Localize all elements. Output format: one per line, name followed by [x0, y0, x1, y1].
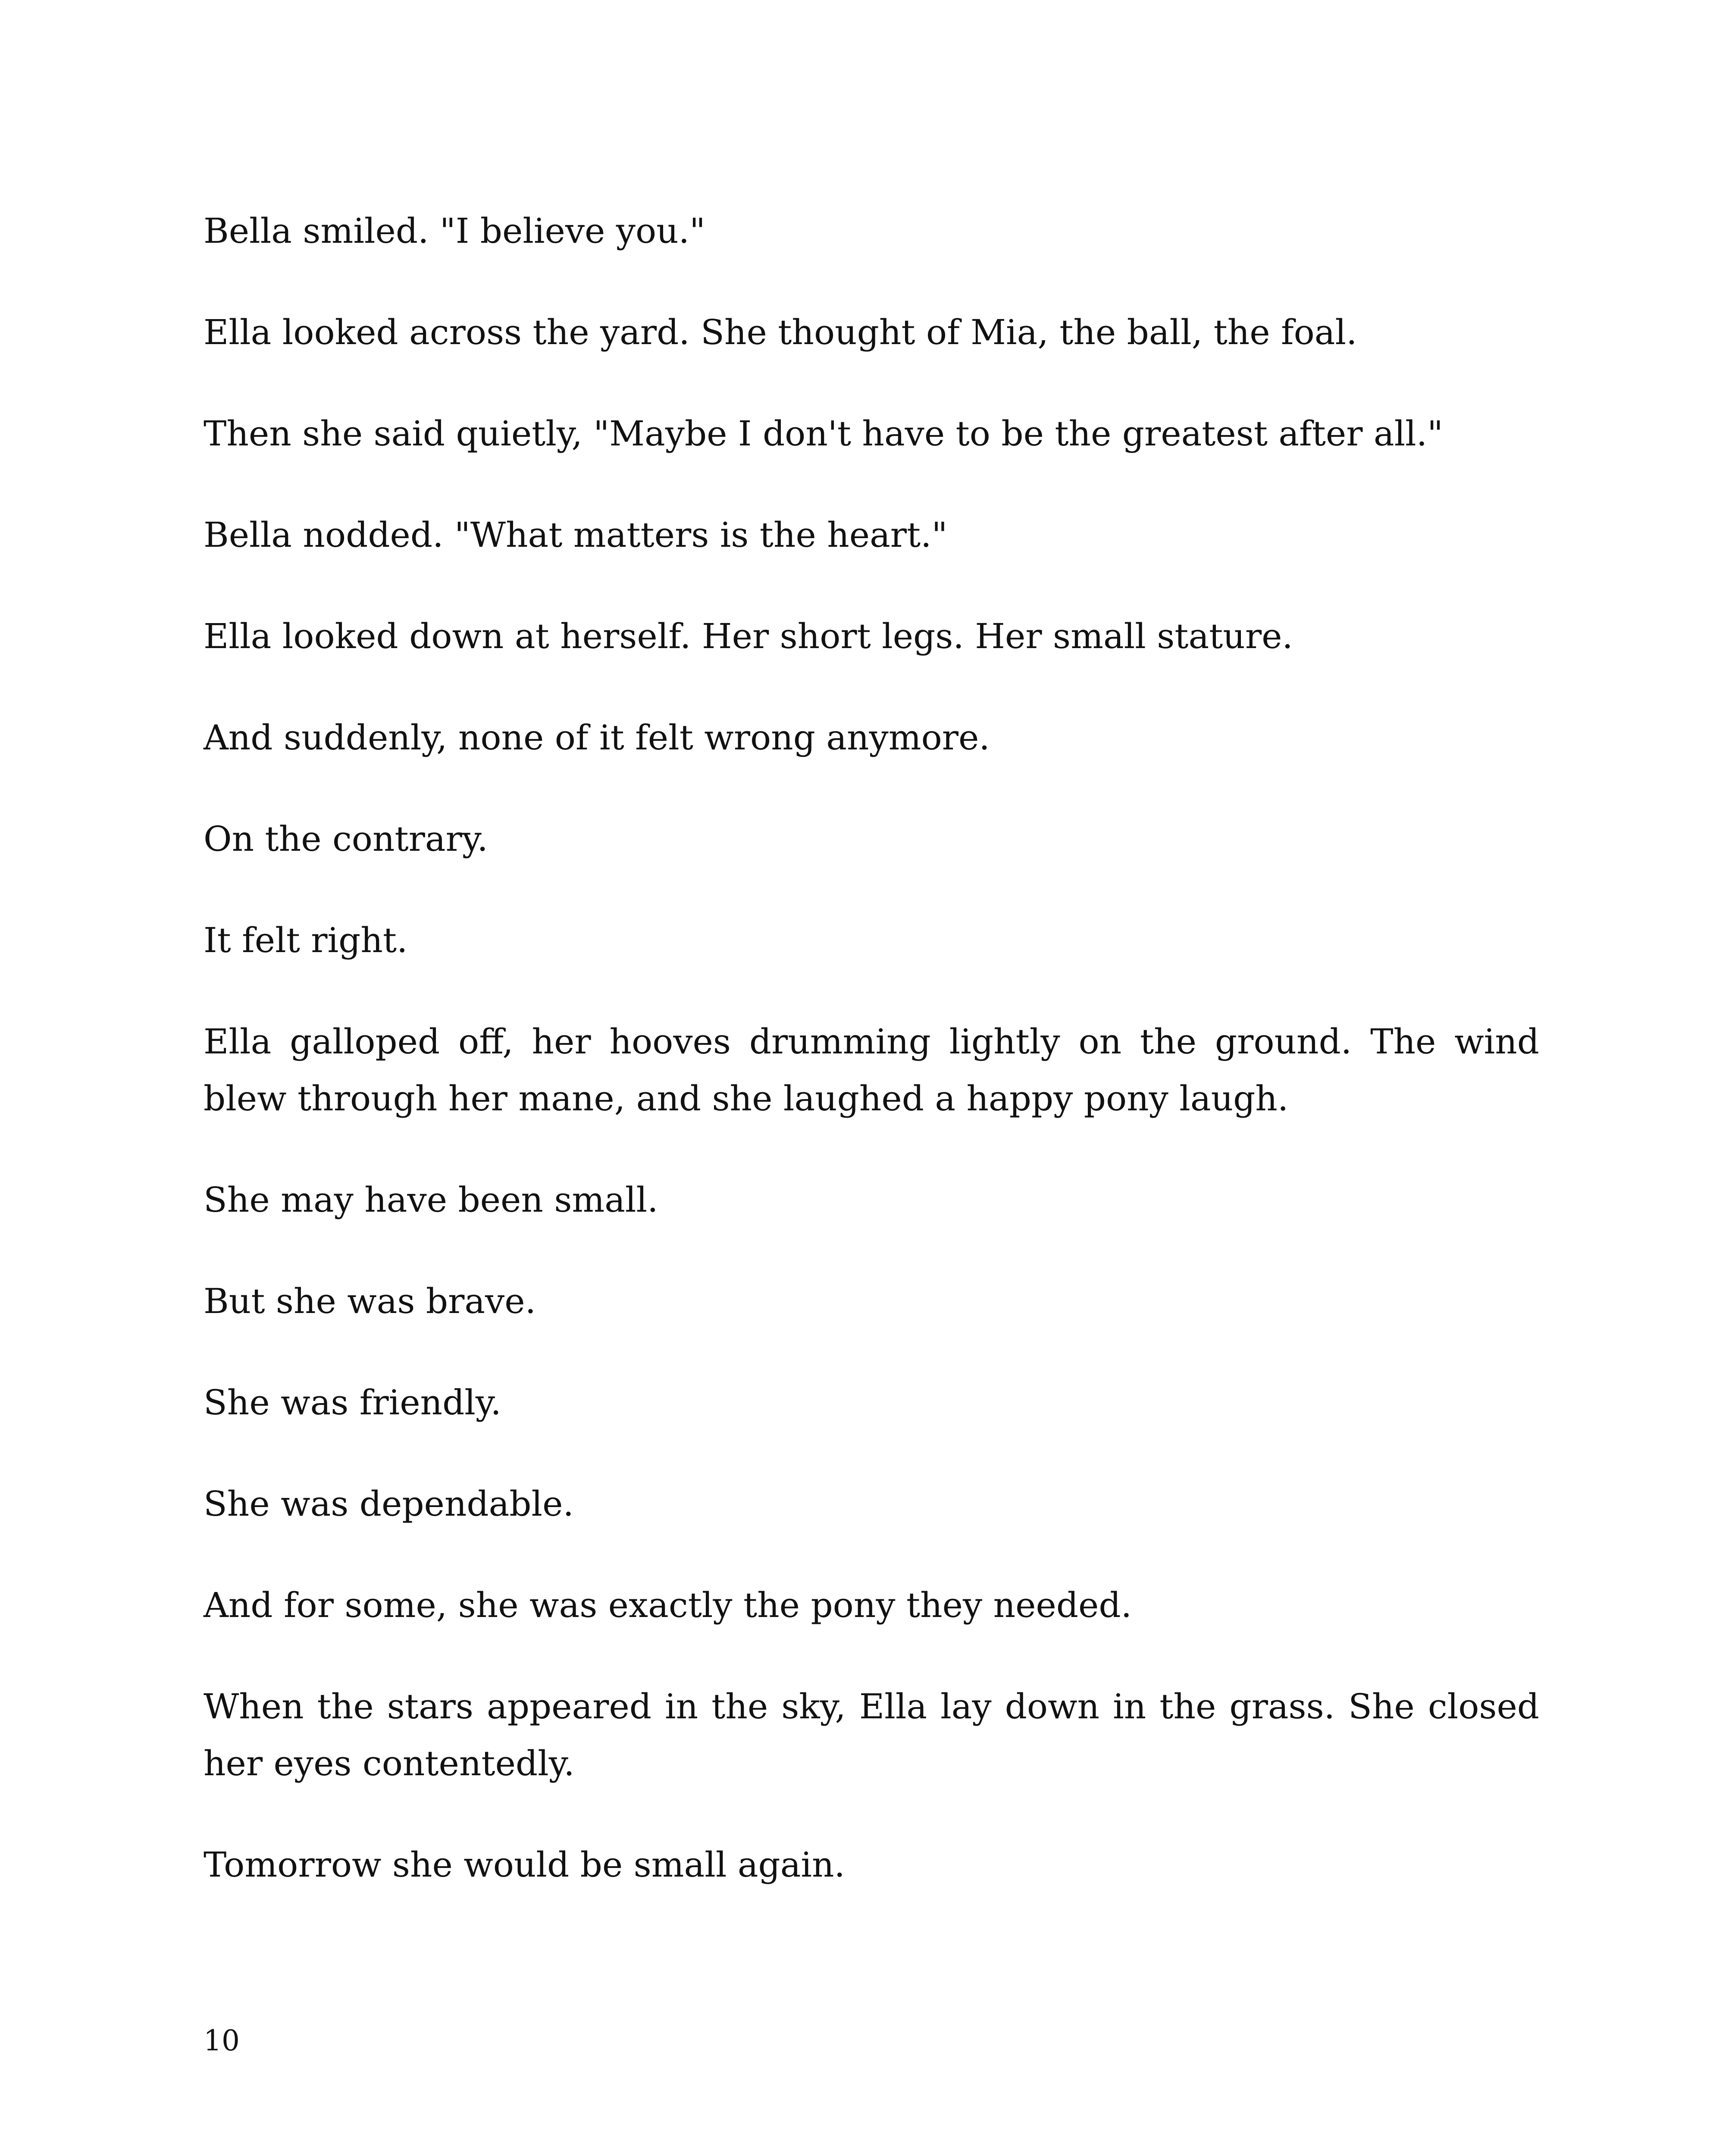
paragraph: Ella looked across the yard. She thought of Mia, the ball, the foal.	[204, 312, 1357, 352]
page-number: 10	[204, 2024, 240, 2057]
paragraph: Ella looked down at herself. Her short legs. Her small stature.	[204, 616, 1293, 656]
paragraph: Ella galloped off, her hooves drumming lightly on the ground. The wind blew through her mane, and she laughed a happy pony laugh.	[204, 1022, 1539, 1119]
paragraph: On the contrary.	[204, 819, 488, 859]
paragraph: Tomorrow she would be small again.	[204, 1845, 845, 1885]
paragraph: But she was brave.	[204, 1281, 536, 1321]
paragraph: Bella nodded. "What matters is the heart."	[204, 515, 948, 555]
paragraph: She may have been small.	[204, 1180, 658, 1220]
paragraph: And suddenly, none of it felt wrong anymore.	[204, 718, 990, 758]
paragraph: Then she said quietly, "Maybe I don't have to be the greatest after all."	[204, 414, 1443, 454]
paragraph: She was friendly.	[204, 1382, 501, 1423]
paragraph: Bella smiled. "I believe you."	[204, 211, 705, 251]
paragraph: She was dependable.	[204, 1484, 574, 1524]
paragraph: When the stars appeared in the sky, Ella lay down in the grass. She closed her eyes contentedly.	[204, 1686, 1539, 1783]
paragraph: It felt right.	[204, 920, 408, 960]
paragraph: And for some, she was exactly the pony they needed.	[204, 1585, 1132, 1625]
body-text	[204, 203, 1539, 1893]
